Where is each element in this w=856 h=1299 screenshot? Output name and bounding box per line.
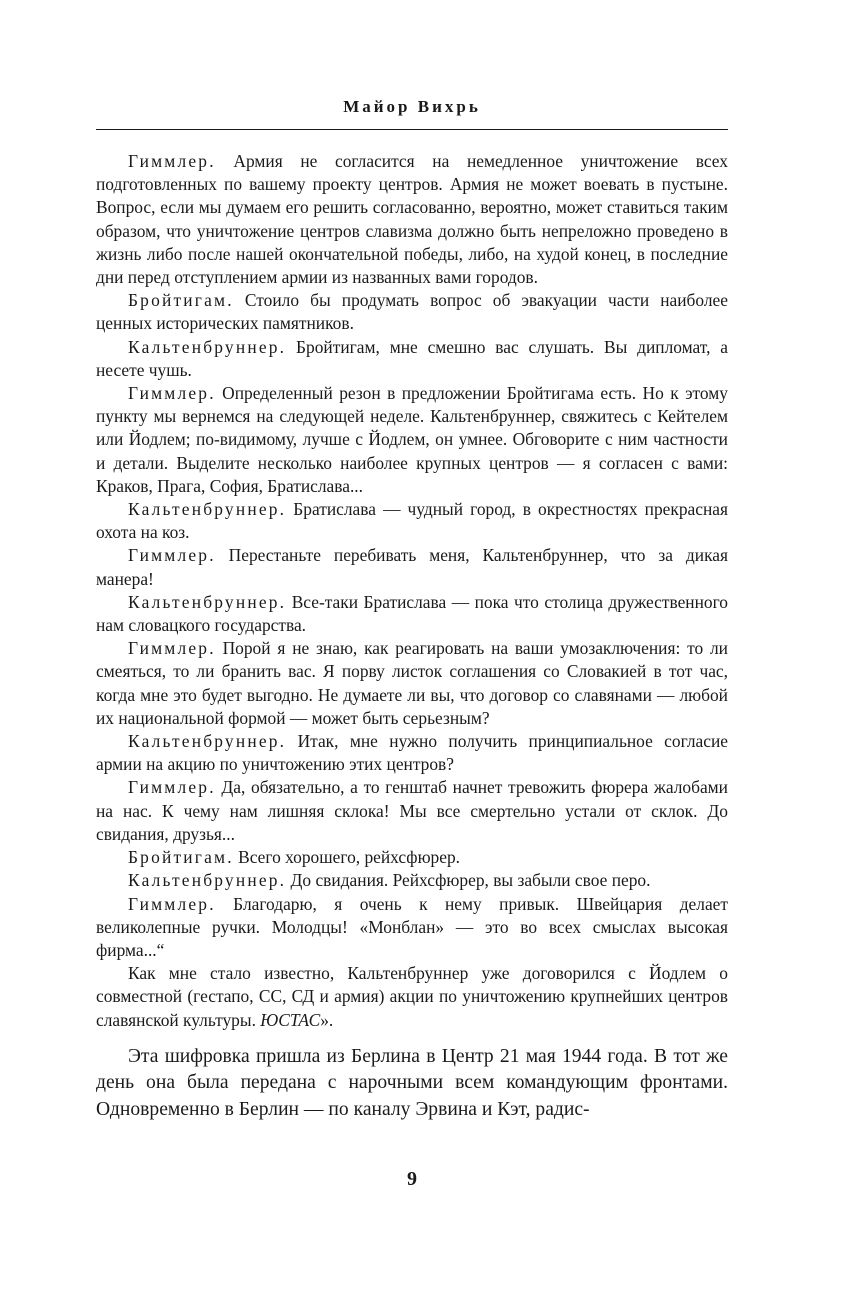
speaker-name: Гиммлер. xyxy=(128,545,216,566)
page-body xyxy=(96,150,728,1123)
dialogue-paragraph xyxy=(96,544,728,590)
dialogue-paragraph xyxy=(96,637,728,730)
speaker-name: Кальтенбруннер. xyxy=(128,336,287,357)
dialogue-text: Стоило бы продумать вопрос об эвакуации части наиболее ценных исторических памятников. xyxy=(96,290,728,334)
speaker-name: Гиммлер. xyxy=(128,777,216,798)
dialogue-paragraph xyxy=(96,382,728,498)
dialogue-paragraph xyxy=(96,869,728,892)
dialogue-text: Перестаньте перебивать меня, Кальтенбруннер, что за дикая манера! xyxy=(96,545,728,589)
dialogue-paragraph xyxy=(96,730,728,776)
dialogue-paragraph xyxy=(96,591,728,637)
speaker-name: Кальтенбруннер. xyxy=(128,870,287,891)
closing-text: Как мне стало известно, Кальтенбруннер уже договорился с Йодлем о совместной (гестапо, СС, СД и армия) акции по уничтожению крупнейших центров славянской культуры. xyxy=(96,963,728,1030)
speaker-name: Гиммлер. xyxy=(128,383,216,404)
page-number: 9 xyxy=(407,1168,417,1190)
speaker-name: Кальтенбруннер. xyxy=(128,731,287,752)
closing-end: ». xyxy=(320,1009,334,1030)
section-gap xyxy=(96,1032,728,1044)
dialogue-paragraph xyxy=(96,336,728,382)
dialogue-text: Братислава — чудный город, в окрестностях прекрасная охота на коз. xyxy=(96,499,728,543)
dialogue-text: Порой я не знаю, как реагировать на ваши умозаключения: то ли смеяться, то ли бранить вас. Я порву листок соглашения со Словакией в тот час, когда мне это будет выгодно. Не думаете ли вы, что договор со славянами — любой их национальной формой — может быть серьезным? xyxy=(96,638,728,728)
dialogue-text: Всего хорошего, рейхсфюрер. xyxy=(233,847,461,868)
dialogue-block xyxy=(96,150,728,1032)
narrative-block xyxy=(96,1044,728,1124)
closing-paragraph xyxy=(96,962,728,1032)
speaker-name: Бройтигам. xyxy=(128,290,234,311)
speaker-name: Гиммлер. xyxy=(128,638,216,659)
dialogue-paragraph xyxy=(96,846,728,869)
dialogue-text: Определенный резон в предложении Бройтигама есть. Но к этому пункту мы вернемся на следующей неделе. Кальтенбруннер, свяжитесь с Кейтелем или Йодлем; по-видимому, лучше с Йодлем, он умнее. Обговорите с ним частности и детали. Выделите несколько наиболее крупных центров — я согласен с вами: Краков, Прага, София, Братислава... xyxy=(96,383,728,496)
dialogue-text: Да, обязательно, а то генштаб начнет тревожить фюрера жалобами на нас. К чему нам лишняя склока! Мы все смертельно устали от склок. До свидания, друзья... xyxy=(96,777,728,844)
dialogue-text: Бройтигам, мне смешно вас слушать. Вы дипломат, а несете чушь. xyxy=(96,336,728,380)
speaker-name: Гиммлер. xyxy=(128,151,216,171)
narrative-paragraph: Эта шифровка пришла из Берлина в Центр 21 мая 1944 года. В тот же день она была передана с нарочными всем командующим фронтами. Одновременно в Берлин — по каналу Эрвина и Кэт, радис- xyxy=(96,1045,728,1120)
dialogue-text: Армия не согласится на немедленное уничтожение всех подготовленных по вашему проекту центров. Армия не может воевать в пустыне. Вопрос, если мы думаем его решить согласованно, вероятно, может ставиться таким образом, что уничтожение центров славизма должно быть непреложно проведено в жизнь либо после нашей окончательной победы, либо, на худой конец, в последние дни перед отступлением армии из названных вами городов. xyxy=(96,151,728,288)
running-header: Майор Вихрь xyxy=(343,97,481,116)
speaker-name: Бройтигам. xyxy=(128,847,234,868)
dialogue-paragraph xyxy=(96,776,728,846)
speaker-name: Кальтенбруннер. xyxy=(128,591,287,612)
signature: ЮСТАС xyxy=(260,1009,321,1030)
dialogue-paragraph xyxy=(96,150,728,289)
dialogue-text: Все-таки Братислава — пока что столица дружественного нам словацкого государства. xyxy=(96,591,728,636)
header-rule xyxy=(96,129,728,130)
dialogue-text: Итак, мне нужно получить принципиальное согласие армии на акцию по уничтожению этих центров? xyxy=(96,731,728,775)
dialogue-text: До свидания. Рейхсфюрер, вы забыли свое перо. xyxy=(286,870,651,891)
speaker-name: Гиммлер. xyxy=(128,893,216,914)
dialogue-paragraph xyxy=(96,289,728,335)
speaker-name: Кальтенбруннер. xyxy=(128,499,287,520)
dialogue-paragraph xyxy=(96,893,728,963)
dialogue-text: Благодарю, я очень к нему привык. Швейцария делает великолепные ручки. Молодцы! «Монблан» — это во всех смыслах высокая фирма...“ xyxy=(96,893,728,960)
dialogue-paragraph xyxy=(96,498,728,544)
